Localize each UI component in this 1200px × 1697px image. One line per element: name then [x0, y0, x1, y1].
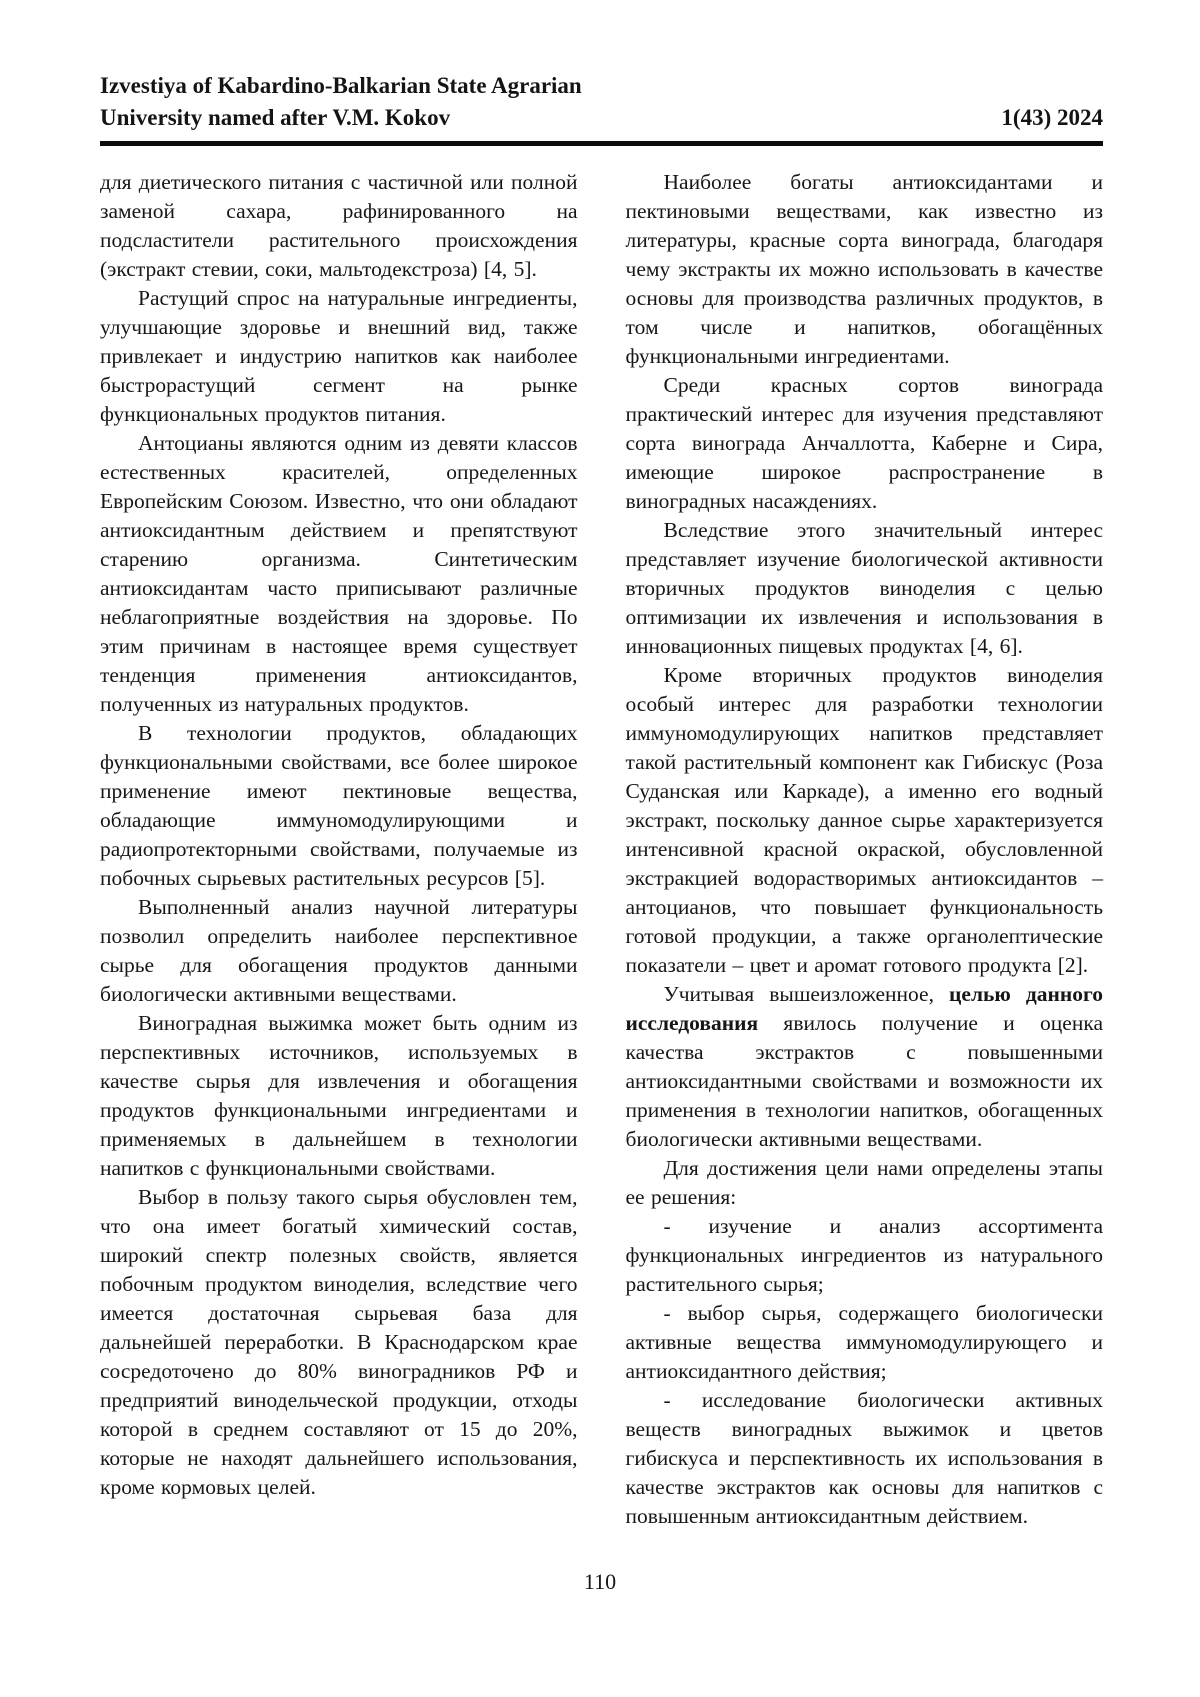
paragraph: Растущий спрос на натуральные ингредиенты, улучшающие здоровье и внешний вид, также привлекает и индустрию напитков как наиболее быстрорастущий сегмент на рынке функциональных продуктов питания. — [100, 286, 578, 426]
page-number: 110 — [583, 1569, 617, 1594]
paragraph-text: Учитывая вышеизложенное, — [663, 982, 950, 1006]
list-item-paragraph: - изучение и анализ ассортимента функциональных ингредиентов из натурального растительного сырья; — [625, 1214, 1103, 1296]
paragraph-text: явилось получение и оценка качества экстрактов с повышенными антиоксидантными свойствами и возможности их применения в технологии напитков, обогащенных биологически активными веществами. — [625, 1011, 1103, 1151]
list-item-paragraph: - выбор сырья, содержащего биологически активные вещества иммуномодулирующего и антиоксидантного действия; — [625, 1301, 1103, 1383]
paragraph: Выполненный анализ научной литературы позволил определить наиболее перспективное сырье для обогащения продуктов данными биологически активными веществами. — [100, 895, 578, 1006]
journal-title — [100, 70, 582, 134]
research-aim-bold-text: целью данного исследования — [625, 982, 1103, 1035]
paragraph: В технологии продуктов, обладающих функциональными свойствами, все более широкое применение имеют пектиновые вещества, обладающие иммуномодулирующими и радиопротекторными свойствами, получаемые из побочных сырьевых растительных ресурсов [5]. — [100, 721, 578, 890]
journal-title-line2: University named after V.M. Kokov — [100, 105, 451, 130]
header-divider — [100, 141, 1103, 146]
paragraph: Для достижения цели нами определены этапы ее решения: — [625, 1156, 1103, 1209]
paragraph: Виноградная выжимка может быть одним из перспективных источников, используемых в качестве сырья для извлечения и обогащения продуктов функциональными ингредиентами и применяемых в дальнейшем в технологии напитков с функциональными свойствами. — [100, 1011, 578, 1180]
left-column — [100, 168, 578, 1531]
journal-title-line1: Izvestiya of Kabardino-Balkarian State Agrarian — [100, 73, 582, 98]
right-column — [626, 168, 1104, 1531]
paragraph: Кроме вторичных продуктов виноделия особый интерес для разработки технологии иммуномодулирующих напитков представляет такой растительный компонент как Гибискус (Роза Суданская или Каркаде), а именно его водный экстракт, поскольку данное сырье характеризуется интенсивной красной окраской, обусловленной экстракцией водорастворимых антиоксидантов – антоцианов, что повышает функциональность готовой продукции, а также органолептические показатели – цвет и аромат готового продукта [2]. — [625, 663, 1103, 977]
page-content — [100, 70, 1103, 1531]
paragraph: Выбор в пользу такого сырья обусловлен тем, что она имеет богатый химический состав, широкий спектр полезных свойств, является побочным продуктом виноделия, вследствие чего имеется достаточная сырьевая база для дальнейшей переработки. В Краснодарском крае сосредоточено до 80% виноградников РФ и предприятий винодельческой продукции, отходы которой в среднем составляют от 15 до 20%, которые не находят дальнейшего использования, кроме кормовых целей. — [100, 1185, 578, 1499]
paragraph: Наиболее богаты антиоксидантами и пектиновыми веществами, как известно из литературы, красные сорта винограда, благодаря чему экстракты их можно использовать в качестве основы для производства различных продуктов, в том числе и напитков, обогащённых функциональными ингредиентами. — [625, 170, 1103, 368]
paragraph: Среди красных сортов винограда практический интерес для изучения представляют сорта винограда Анчаллотта, Каберне и Сира, имеющие широкое распространение в виноградных насаждениях. — [625, 373, 1103, 513]
paragraph: Вследствие этого значительный интерес представляет изучение биологической активности вторичных продуктов виноделия с целью оптимизации их извлечения и использования в инновационных пищевых продуктах [4, 6]. — [625, 518, 1103, 658]
two-column-body — [100, 168, 1103, 1531]
list-item-paragraph: - исследование биологически активных веществ виноградных выжимок и цветов гибискуса и перспективность их использования в качестве экстрактов как основы для напитков с повышенным антиоксидантным действием. — [625, 1388, 1103, 1528]
paragraph-with-emphasis — [626, 980, 1104, 1154]
running-header — [100, 70, 1103, 134]
paragraph: Антоцианы являются одним из девяти классов естественных красителей, определенных Европейским Союзом. Известно, что они обладают антиоксидантным действием и препятствуют старению организма. Синтетическим антиоксидантам часто приписывают различные неблагоприятные воздействия на здоровье. По этим причинам в настоящее время существует тенденция применения антиоксидантов, полученных из натуральных продуктов. — [100, 431, 578, 716]
paragraph: для диетического питания с частичной или полной заменой сахара, рафинированного на подсластители растительного происхождения (экстракт стевии, соки, мальтодекстроза) [4, 5]. — [100, 170, 578, 281]
issue-number: 1(43) 2024 — [1001, 105, 1103, 130]
